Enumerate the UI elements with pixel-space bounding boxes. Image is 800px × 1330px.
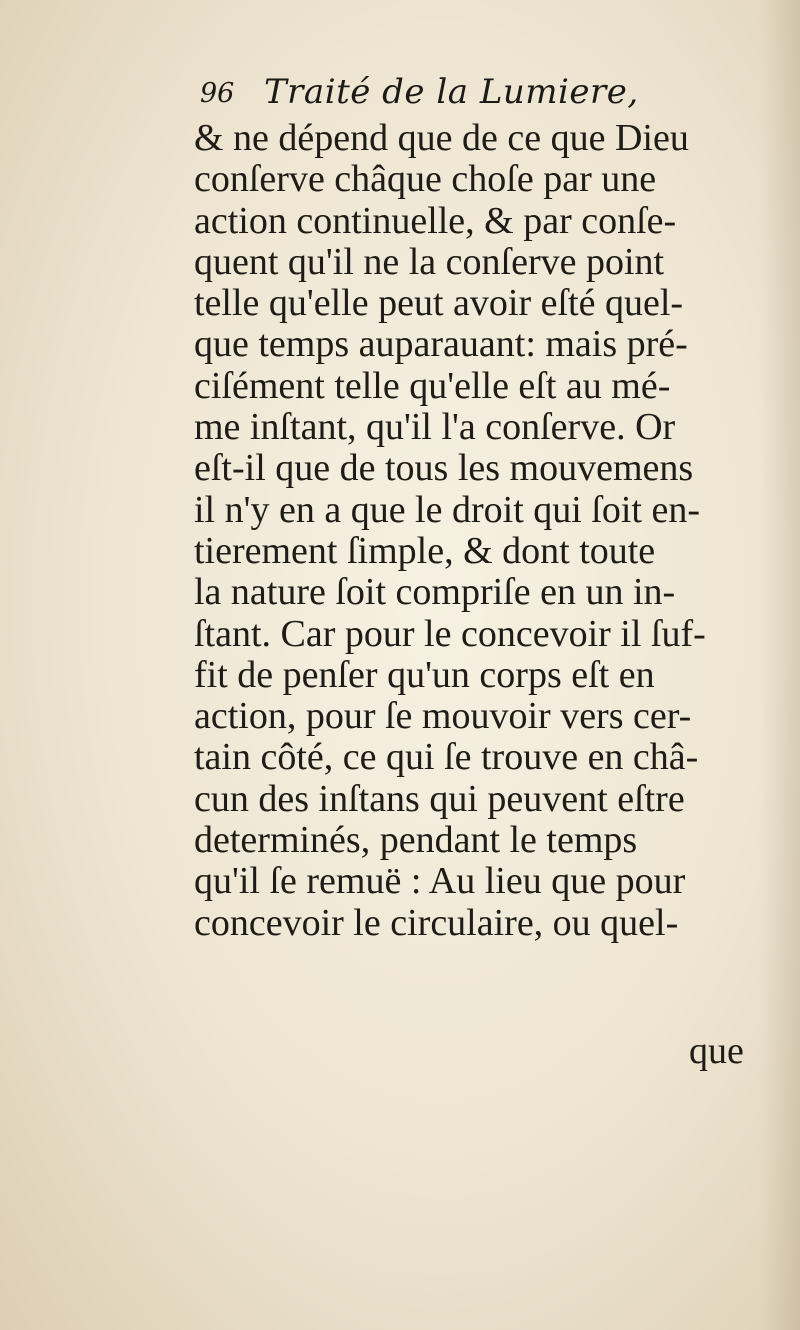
text-line: que temps auparauant: mais pré- [194,323,688,366]
running-head: Traité de la Lumiere, [264,72,639,112]
text-line: determinés, pendant le temps [194,819,638,862]
text-line: ciſément telle qu'elle eſt au mé- [194,364,671,407]
body-text [194,118,768,944]
text-line: conſerve châque choſe par une [194,158,657,201]
text-line: la nature ſoit compriſe en un in- [194,571,676,614]
text-line: me inſtant, qu'il l'a conſerve. Or [194,406,676,449]
text-line: action continuelle, & par conſe- [194,199,677,242]
text-line: ſtant. Car pour le concevoir il ſuf- [194,612,706,655]
text-line: telle qu'elle peut avoir eſté quel- [194,282,684,325]
page-number: 96 [200,78,235,109]
text-line: eſt-il que de tous les mouvemens [194,447,694,490]
text-line: cun des inſtans qui peuvent eſtre [194,777,685,820]
text-line: tierement ſimple, & dont toute [194,529,656,572]
text-line: fit de penſer qu'un corps eſt en [194,653,655,696]
text-line: tain côté, ce qui ſe trouve en châ- [194,736,699,779]
text-line: action, pour ſe mouvoir vers cer- [194,695,692,738]
text-line: quent qu'il ne la conſerve point [194,240,665,283]
text-line: il n'y en a que le droit qui ſoit en- [194,488,701,531]
text-line: & ne dépend que de ce que Dieu [194,117,689,159]
text-line: concevoir le circulaire, ou quel- [194,901,679,944]
text-line: qu'il ſe remuë : Au lieu que pour [194,860,686,903]
catchword: que [689,1030,744,1072]
